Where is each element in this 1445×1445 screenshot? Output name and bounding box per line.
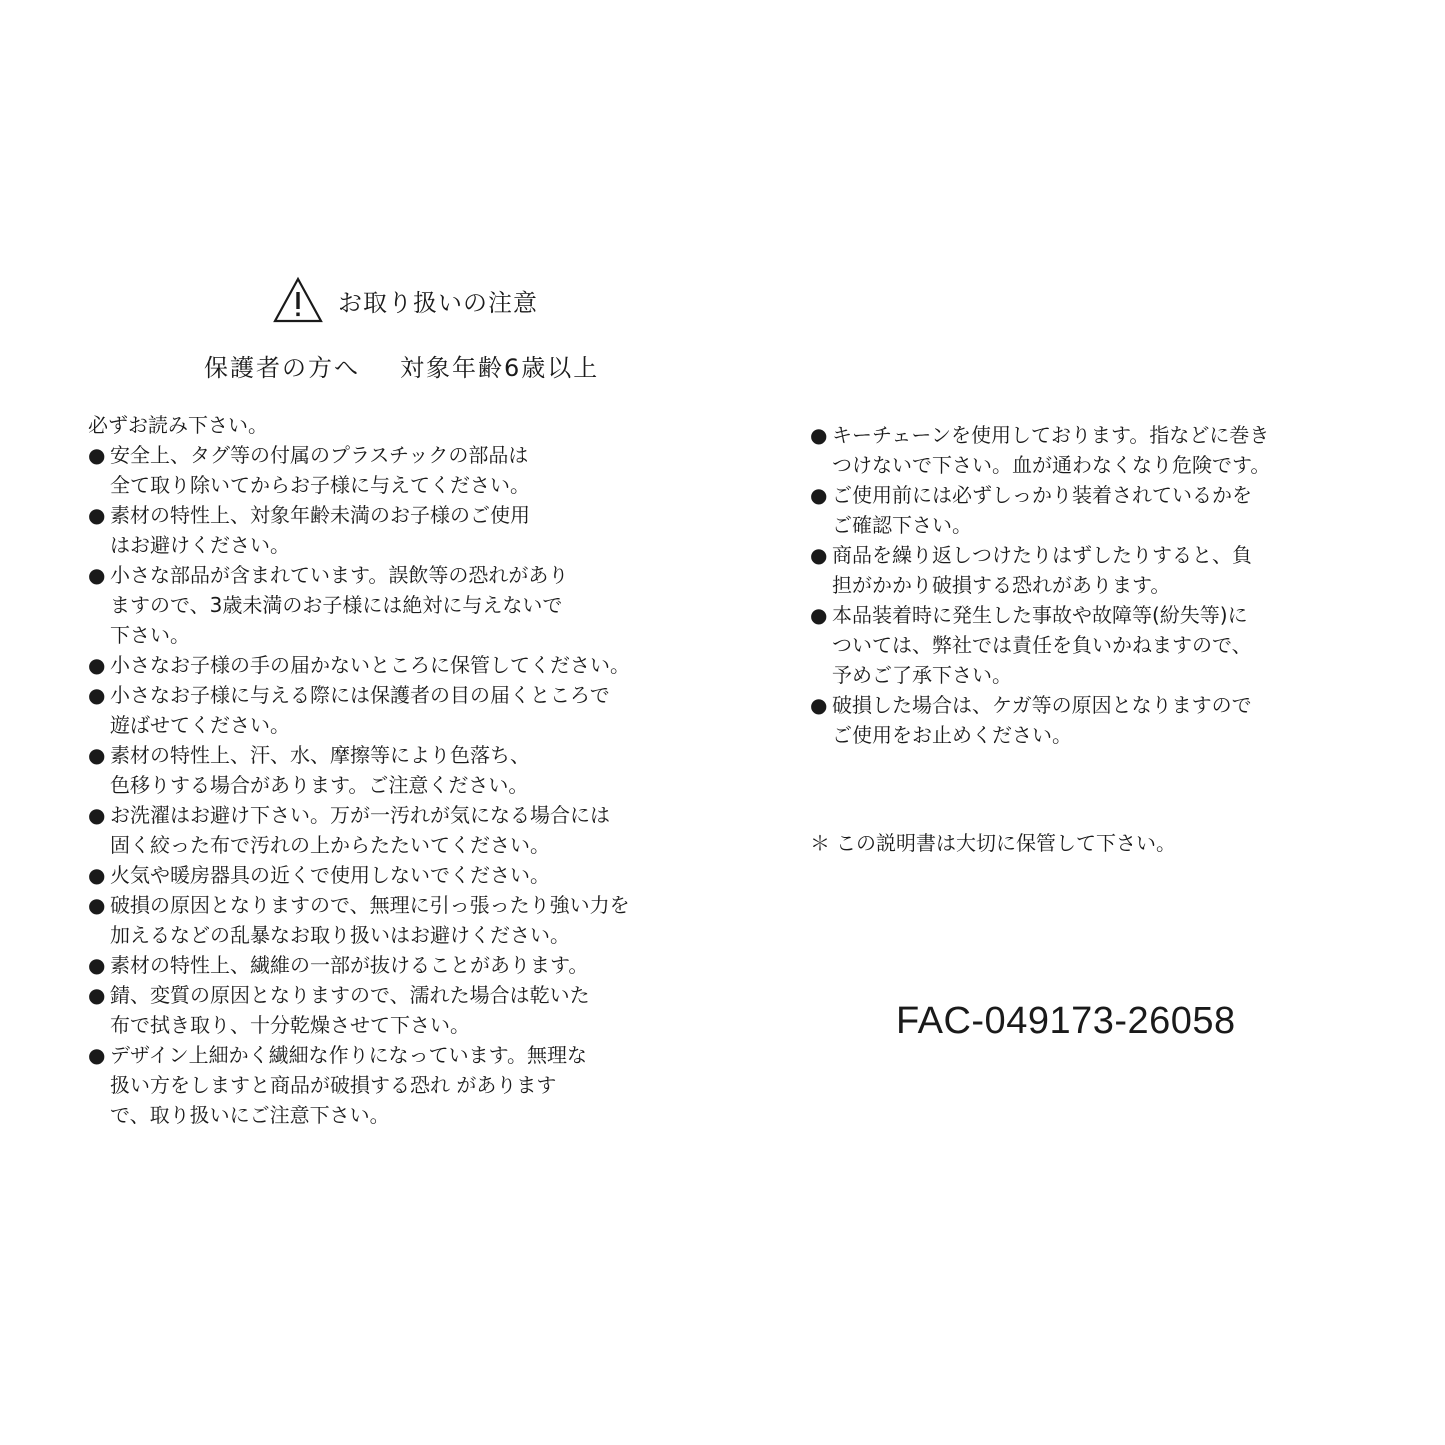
item-line: 下さい。 (110, 623, 190, 647)
item-line: 扱い方をしますと商品が破損する恐れ があります (110, 1073, 557, 1097)
item-line: 本品装着時に発生した事故や故障等(紛失等)に (832, 603, 1248, 627)
bullet: ● (88, 1043, 106, 1067)
item-line: 担がかかり破損する恐れがあります。 (832, 573, 1171, 597)
item-line: 固く絞った布で汚れの上からたたいてください。 (110, 833, 550, 857)
bullet: ● (810, 603, 828, 627)
guardian-notice: 保護者の方へ (204, 354, 360, 382)
item-line: 安全上、タグ等の付属のプラスチックの部品は (110, 443, 529, 467)
item-line: ますので、3歳未満のお子様には絶対に与えないで (110, 593, 563, 617)
product-code: FAC-049173-26058 (896, 1000, 1236, 1042)
bullet: ● (810, 543, 828, 567)
item-line: 破損した場合は、ケガ等の原因となりますので (832, 693, 1252, 717)
asterisk-mark: ＊ (810, 831, 830, 855)
lead-text: 必ずお読み下さい。 (88, 413, 268, 437)
right-column (810, 420, 1370, 750)
warning-triangle-icon (272, 276, 324, 324)
item-line: ご確認下さい。 (832, 513, 972, 537)
bullet: ● (88, 563, 106, 587)
bullet: ● (88, 503, 106, 527)
bullet: ● (88, 893, 106, 917)
title-row (272, 276, 538, 324)
item-line: 遊ばせてください。 (110, 713, 290, 737)
subtitle (204, 348, 599, 383)
item-line: 商品を繰り返しつけたりはずしたりすると、負 (832, 543, 1252, 567)
item-line: 全て取り除いてからお子様に与えてください。 (110, 473, 530, 497)
caution-item (88, 560, 708, 650)
caution-item (88, 890, 708, 950)
bullet: ● (810, 423, 828, 447)
bullet: ● (88, 443, 106, 467)
item-line: で、取り扱いにご注意下さい。 (110, 1103, 390, 1127)
item-line: ついては、弊社では責任を負いかねますので、 (832, 633, 1252, 657)
bullet: ● (810, 483, 828, 507)
item-line: お洗濯はお避け下さい。万が一汚れが気になる場合には (110, 803, 610, 827)
bullet: ● (88, 743, 106, 767)
item-line: 布で拭き取り、十分乾燥させて下さい。 (110, 1013, 470, 1037)
caution-item (88, 860, 708, 890)
caution-item (810, 420, 1370, 480)
keep-manual-note (810, 828, 1176, 858)
note-text: この説明書は大切に保管して下さい。 (836, 831, 1176, 855)
caution-item (810, 480, 1370, 540)
item-line: 小さなお子様に与える際には保護者の目の届くところで (110, 683, 610, 707)
item-line: 小さなお子様の手の届かないところに保管してください。 (110, 653, 630, 677)
page-title: お取り扱いの注意 (338, 288, 538, 317)
bullet: ● (88, 803, 106, 827)
caution-item (810, 690, 1370, 750)
caution-item (88, 500, 708, 560)
item-line: 色移りする場合があります。ご注意ください。 (110, 773, 529, 797)
item-line: 火気や暖房器具の近くで使用しないでください。 (110, 863, 550, 887)
caution-item (88, 680, 708, 740)
bullet: ● (88, 653, 106, 677)
caution-item (810, 540, 1370, 600)
caution-item (810, 600, 1370, 690)
item-line: つけないで下さい。血が通わなくなり危険です。 (832, 453, 1271, 477)
caution-item (88, 740, 708, 800)
caution-item (88, 1040, 708, 1130)
item-line: 錆、変質の原因となりますので、濡れた場合は乾いた (110, 983, 590, 1007)
target-age: 対象年齢6歳以上 (400, 354, 600, 382)
item-line: 破損の原因となりますので、無理に引っ張ったり強い力を (110, 893, 630, 917)
bullet: ● (810, 693, 828, 717)
item-line: 素材の特性上、対象年齢未満のお子様のご使用 (110, 503, 530, 527)
bullet: ● (88, 953, 106, 977)
item-line: ご使用をお止めください。 (832, 723, 1072, 747)
item-line: ご使用前には必ずしっかり装着されているかを (832, 483, 1252, 507)
bullet: ● (88, 863, 106, 887)
item-line: デザイン上細かく繊細な作りになっています。無理な (110, 1043, 587, 1067)
caution-item (88, 650, 708, 680)
bullet: ● (88, 983, 106, 1007)
item-line: 小さな部品が含まれています。誤飲等の恐れがあり (110, 563, 569, 587)
caution-item (88, 800, 708, 860)
caution-item (88, 980, 708, 1040)
item-line: 素材の特性上、汗、水、摩擦等により色落ち、 (110, 743, 530, 767)
item-line: 予めご了承下さい。 (832, 663, 1012, 687)
caution-item (88, 950, 708, 980)
bullet: ● (88, 683, 106, 707)
caution-item (88, 440, 708, 500)
left-column (88, 410, 708, 1130)
item-line: 加えるなどの乱暴なお取り扱いはお避けください。 (110, 923, 570, 947)
item-line: はお避けください。 (110, 533, 290, 557)
item-line: キーチェーンを使用しております。指などに巻き (832, 423, 1270, 447)
item-line: 素材の特性上、繊維の一部が抜けることがあります。 (110, 953, 589, 977)
